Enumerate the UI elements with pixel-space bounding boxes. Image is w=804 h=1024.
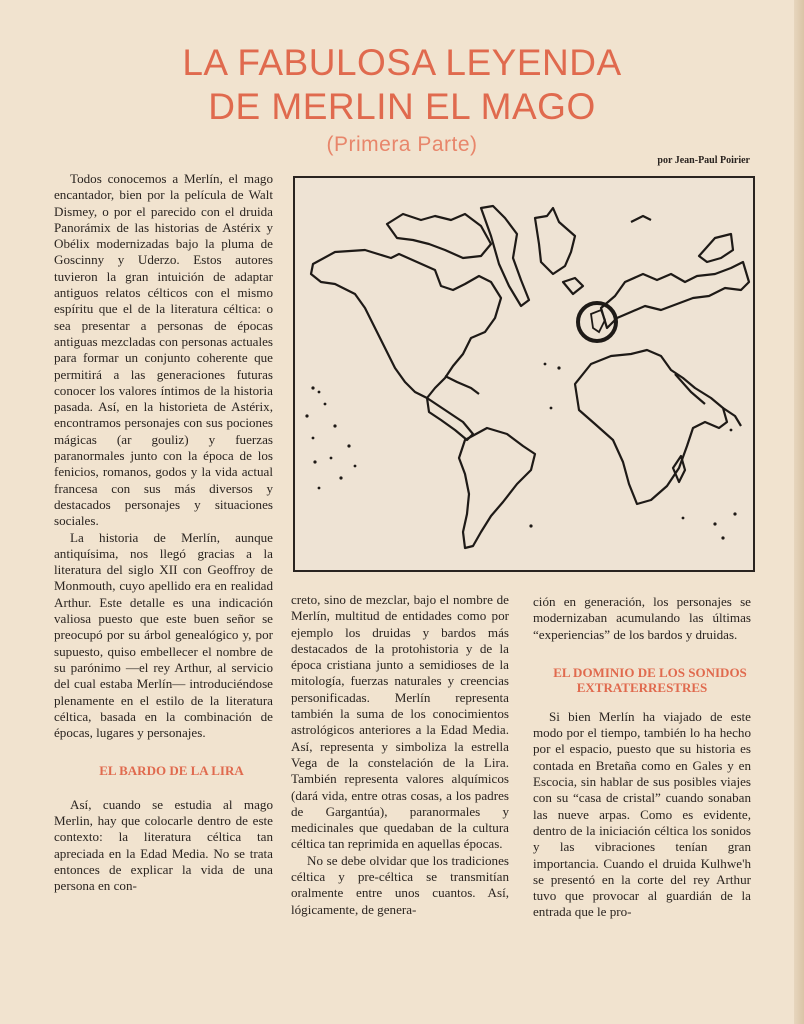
iceland-outline <box>563 278 583 294</box>
section-heading-bardo: EL BARDO DE LA LIRA <box>99 763 244 779</box>
subtitle-part: (Primera Parte) <box>326 133 478 156</box>
arctic-islands-outline <box>387 214 491 258</box>
greenland-outline <box>481 206 529 306</box>
north-asia-islands-outline <box>699 234 733 262</box>
col1-paragraph-1: Todos conocemos a Merlín, el mago encantador, bien por la película de Walt Dismey, o por el parecido con el druida Panorámix de las historias de Astérix y Obélix modernizadas bajo la pluma de Goscinny y Uderzo. Estos autores tuvieron la gran intuición de adaptar antiguos relatos célticos con el mismo espíritu que el de la literatura céltica: o sea presentar a personas de épocas antiguas mezcladas con personas actuales para formar un conjunto coherente que permitirá a las generaciones futuras conocer los valores íntimos de la historia pasada. Así, en la historieta de Astérix, encontramos personajes con sus pociones mágicas (ar gouliz) y fuerzas paranormales junto con la época de los fenicios, romanos, godos y la vida actual francesa con sus más diversos y destacados personajes y situaciones sociales. <box>54 171 273 529</box>
britain-marker-icon <box>578 303 616 341</box>
north-america-outline <box>311 250 501 398</box>
greenland-east-outline <box>535 208 575 274</box>
world-map-figure <box>293 176 755 572</box>
col2-paragraph-2: No se debe olvidar que los tradiciones céltica y pre-céltica se transmitían oralmente entre unos cuantos. Así, lógicamente, de genera- <box>291 852 509 917</box>
section-heading-sonidos: EL DOMINIO DE LOS SONIDOS EXTRATERRESTRES <box>553 664 747 695</box>
col3-paragraph-1: ción en generación, los personajes se modernizaban acumulando las últimas “experiencias” de los bardos y druidas. <box>533 594 751 642</box>
central-america-outline <box>427 398 473 440</box>
col3-paragraph-2: Si bien Merlín ha viajado de este modo por el tiempo, también lo ha hecho por el espacio, puesto que su historia es contada en Bretaña como en Gales y en Escocia, sin hablar de sus posibles viajes con su “casa de cristal” cuando sonaban las nueve arpas. Como es evidente, dentro de la iniciación céltica los sonidos y las vibraciones tenían gran importancia. Cuando el druida Kulhwe'h se presentó en la corte del rey Arthur tuvo que provocar al guardián de la entrada que le pro- <box>533 708 751 920</box>
africa-outline <box>575 350 727 504</box>
south-america-outline <box>459 428 535 548</box>
caribbean-outline <box>445 376 479 394</box>
column-3 <box>533 594 751 921</box>
column-2 <box>291 592 509 918</box>
red-sea-outline <box>675 374 705 404</box>
col1-paragraph-2: La historia de Merlín, aunque antiquísima, nos llegó gracias a la literatura del siglo XII con Geoffroy de Monmouth, cuyo apellido era en realidad Arthur. Este detalle es una indicación valiosa puesto que este buen señor se preocupó por su árbol genealógico y, por supuesto, quiso embellecer el nombre de su parónimo —el rey Arthur, al servicio del cual estaba Merlín— introduciéndose plenamente en el estilo de la literatura céltica, basada en la combinación de épocas, lugares y personajes. <box>54 529 273 741</box>
col2-paragraph-1: creto, sino de mezclar, bajo el nombre de Merlín, multitud de entidades como por ejemplo los druidas y bardos más destacados de la protohistoria y de la época cristiana junto a semidioses de la mitología, fuerzas naturales y creencias personificadas. Merlín representa también la suma de los conocimientos astrológicos anteriores a la Edad Media. Así, representa y simboliza la estrella Vega de la constelación de la Lira. También representa valores alquímicos (dará vida, entre otras cosas, a los padres de Gargantúa), paranormales y medicinales que quedaban de la cultura céltica tan reprimida en aquellas épocas. <box>291 592 509 852</box>
byline: por Jean-Paul Poirier <box>657 155 750 166</box>
col1-paragraph-3: Así, cuando se estudia al mago Merlin, hay que colocarle dentro de este contexto: la literatura céltica tan apreciada en la Edad Media. No se trata entonces de explicar la vida de una persona en con- <box>54 796 273 894</box>
eurasia-outline <box>601 262 749 328</box>
island-dots <box>305 363 736 540</box>
svalbard-outline <box>631 216 651 222</box>
column-1 <box>54 171 273 894</box>
world-map-icon <box>295 178 753 570</box>
title-line-2: DE MERLIN EL MAGO <box>208 86 596 127</box>
title-line-1: LA FABULOSA LEYENDA <box>182 42 622 83</box>
